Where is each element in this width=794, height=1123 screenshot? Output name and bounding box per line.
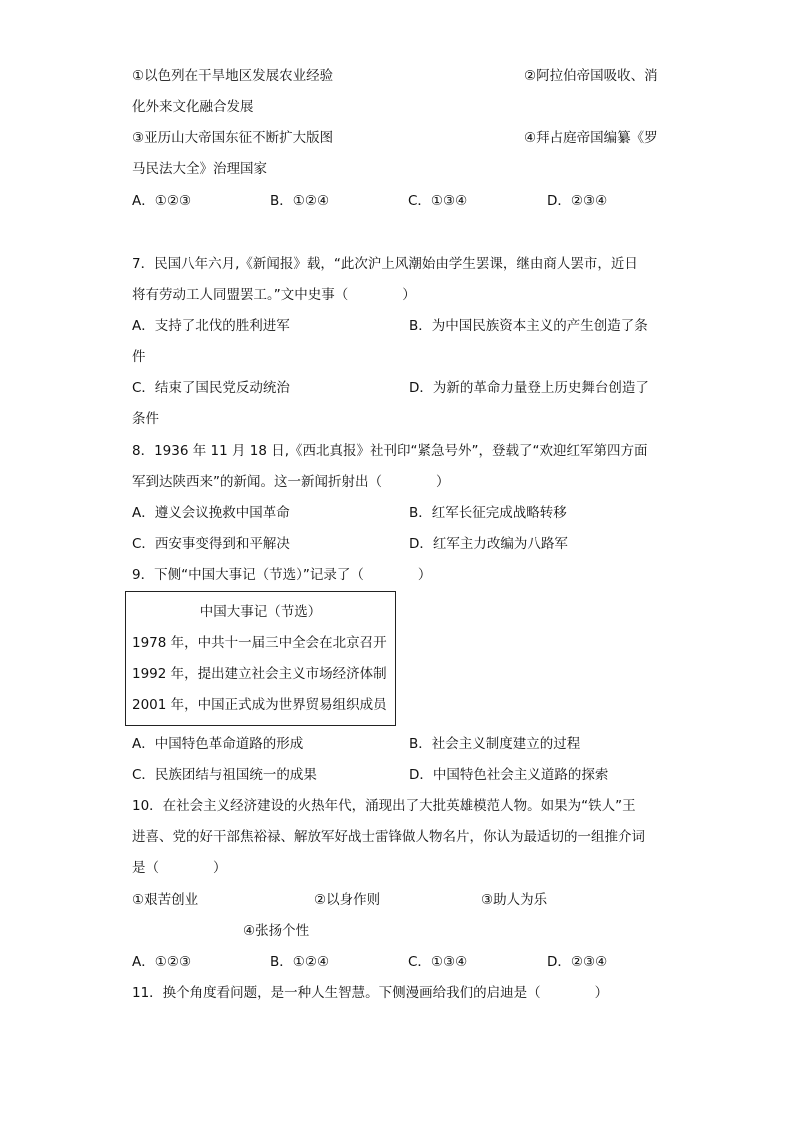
q10-stem-cont-1: 进喜、党的好干部焦裕禄、解放军好战士雷锋做人物名片，你认为最适切的一组推介词 [132,829,645,845]
q9-option-b: B．社会主义制度建立的过程 [409,736,581,752]
q7-option-d: D．为新的革命力量登上历史舞台创造了 [409,380,649,396]
q7-option-b-cont: 件 [132,349,146,365]
q10-choice-d: D．②③④ [547,954,608,970]
q8-option-c: C．西安事变得到和平解决 [132,536,290,552]
chronicle-title: 中国大事记（节选） [199,604,322,620]
chronicle-line-2001: 2001 年，中国正式成为世界贸易组织成员 [132,697,387,713]
q6-option-3: ③亚历山大帝国东征不断扩大版图 [132,130,334,146]
q10-option-4: ④张扬个性 [243,923,310,939]
q10-option-2: ②以身作则 [314,892,381,908]
q8-option-a: A．遵义会议挽救中国革命 [132,505,290,521]
q10-choice-c: C．①③④ [408,954,468,970]
q7-option-c: C．结束了国民党反动统治 [132,380,290,396]
q11-stem: 11．换个角度看问题，是一种人生智慧。下侧漫画给我们的启迪是（ ） [132,985,609,1001]
q10-stem: 10．在社会主义经济建设的火热年代，涌现出了大批英雄模范人物。如果为“铁人”王 [132,798,636,814]
q6-option-4: ④拜占庭帝国编纂《罗 [524,130,658,146]
q7-option-b: B．为中国民族资本主义的产生创造了条 [409,318,648,334]
q6-option-1: ①以色列在干旱地区发展农业经验 [132,68,334,84]
q7-option-a: A．支持了北伐的胜利进军 [132,318,290,334]
q8-stem-cont: 军到达陕西来”的新闻。这一新闻折射出（ ） [132,474,450,490]
q8-option-d: D．红军主力改编为八路军 [409,536,568,552]
q6-choice-b: B．①②④ [270,193,330,209]
q6-option-2: ②阿拉伯帝国吸收、消 [524,68,658,84]
q10-option-1: ①艰苦创业 [132,892,199,908]
q8-stem: 8．1936 年 11 月 18 日,《西北真报》社刊印“紧急号外”，登载了“欢迎红军第四方面 [132,443,648,459]
q7-stem-cont: 将有劳动工人同盟罢工。”文中史事（ ） [132,287,416,303]
q9-option-a: A．中国特色革命道路的形成 [132,736,304,752]
q6-choice-a: A．①②③ [132,193,192,209]
q6-option-4-cont: 马民法大全》治理国家 [132,161,267,177]
chronicle-line-1992: 1992 年，提出建立社会主义市场经济体制 [132,666,387,682]
q9-stem: 9．下侧“中国大事记（节选）”记录了（ ） [132,567,432,583]
q6-option-2-cont: 化外来文化融合发展 [132,99,254,115]
q6-choice-c: C．①③④ [408,193,468,209]
q9-option-c: C．民族团结与祖国统一的成果 [132,767,317,783]
q7-stem: 7．民国八年六月,《新闻报》载，“此次沪上风潮始由学生罢课，继由商人罢市，近日 [132,256,638,272]
q10-stem-cont-2: 是（ ） [132,860,227,876]
q7-option-d-cont: 条件 [132,411,159,427]
q9-option-d: D．中国特色社会主义道路的探索 [409,767,609,783]
q10-choice-b: B．①②④ [270,954,330,970]
chronicle-line-1978: 1978 年，中共十一届三中全会在北京召开 [132,635,387,651]
q8-option-b: B．红军长征完成战略转移 [409,505,567,521]
q10-option-3: ③助人为乐 [481,892,548,908]
q10-choice-a: A．①②③ [132,954,192,970]
chronicle-box [125,591,396,726]
q6-choice-d: D．②③④ [547,193,608,209]
